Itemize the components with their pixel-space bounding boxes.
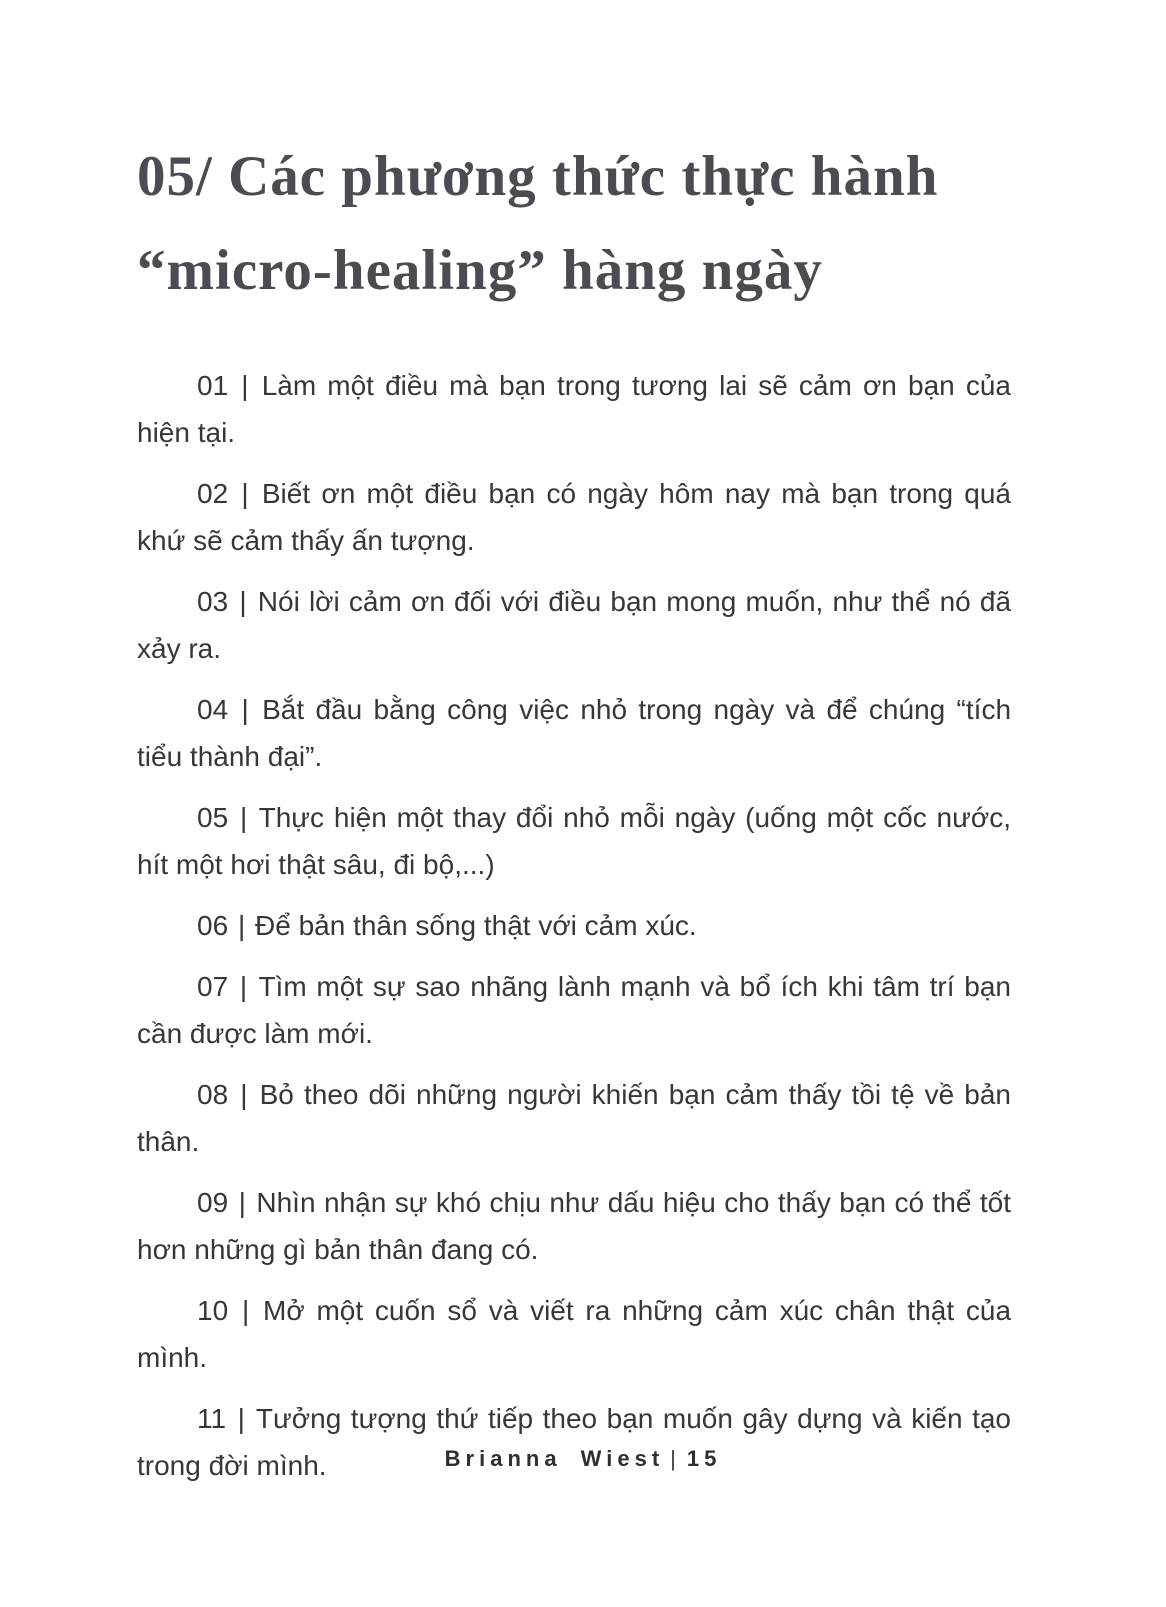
item-separator: | [238, 1187, 246, 1218]
list-item [137, 470, 1011, 564]
item-number: 11 [197, 1403, 227, 1434]
page-footer [0, 1446, 1166, 1472]
list-item [137, 578, 1011, 672]
list-item [137, 362, 1011, 456]
chapter-title-line-2: “micro-healing” hàng ngày [137, 239, 823, 302]
item-text: Làm một điều mà bạn trong tương lai sẽ cảm ơn bạn của hiện tại. [137, 370, 1011, 448]
list-item [137, 1179, 1011, 1273]
item-number: 04 [197, 694, 229, 725]
list-item [137, 1071, 1011, 1165]
list-item [137, 963, 1011, 1057]
item-text: Mở một cuốn sổ và viết ra những cảm xúc chân thật của mình. [137, 1295, 1012, 1373]
footer-page-number: 15 [686, 1446, 722, 1471]
item-text: Nhìn nhận sự khó chịu như dấu hiệu cho thấy bạn có thể tốt hơn những gì bản thân đang có. [137, 1187, 1012, 1265]
chapter-title [137, 130, 1011, 318]
list-item [137, 1395, 1011, 1489]
item-text: Thực hiện một thay đổi nhỏ mỗi ngày (uống một cốc nước, hít một hơi thật sâu, đi bộ,...) [137, 802, 1012, 880]
footer-author: Brianna Wiest [444, 1446, 665, 1471]
item-number: 03 [197, 586, 229, 617]
list-item [137, 1287, 1011, 1381]
list-item [137, 686, 1011, 780]
item-number: 08 [197, 1079, 229, 1110]
item-text: Bỏ theo dõi những người khiến bạn cảm thấy tồi tệ về bản thân. [137, 1079, 1012, 1157]
item-text: Bắt đầu bằng công việc nhỏ trong ngày và để chúng “tích tiểu thành đại”. [137, 694, 1012, 772]
footer-separator: | [670, 1446, 681, 1471]
item-separator: | [237, 910, 246, 941]
item-separator: | [241, 478, 249, 509]
item-number: 05 [197, 802, 229, 833]
item-number: 01 [197, 370, 229, 401]
item-separator: | [241, 1295, 250, 1326]
item-text: Tưởng tượng thứ tiếp theo bạn muốn gây dựng và kiến tạo trong đời mình. [137, 1403, 1012, 1481]
list-item [137, 794, 1011, 888]
item-text: Biết ơn một điều bạn có ngày hôm nay mà bạn trong quá khứ sẽ cảm thấy ấn tượng. [137, 478, 1012, 556]
item-text: Để bản thân sống thật với cảm xúc. [255, 910, 697, 941]
item-number: 06 [197, 910, 229, 941]
item-separator: | [241, 694, 249, 725]
list-item [137, 902, 1011, 949]
item-separator: | [239, 586, 247, 617]
practice-list [137, 362, 1011, 1489]
item-text: Nói lời cảm ơn đối với điều bạn mong muốn, như thể nó đã xảy ra. [137, 586, 1012, 664]
item-separator: | [240, 802, 248, 833]
item-separator: | [239, 971, 248, 1002]
item-separator: | [241, 370, 249, 401]
item-text: Tìm một sự sao nhãng lành mạnh và bổ ích khi tâm trí bạn cần được làm mới. [137, 971, 1011, 1049]
chapter-title-line-1: 05/ Các phương thức thực hành [137, 145, 939, 208]
item-number: 09 [197, 1187, 229, 1218]
item-number: 02 [197, 478, 229, 509]
page-content [137, 130, 1011, 1503]
item-number: 07 [197, 971, 229, 1002]
item-separator: | [240, 1079, 248, 1110]
item-number: 10 [197, 1295, 229, 1326]
item-separator: | [237, 1403, 245, 1434]
